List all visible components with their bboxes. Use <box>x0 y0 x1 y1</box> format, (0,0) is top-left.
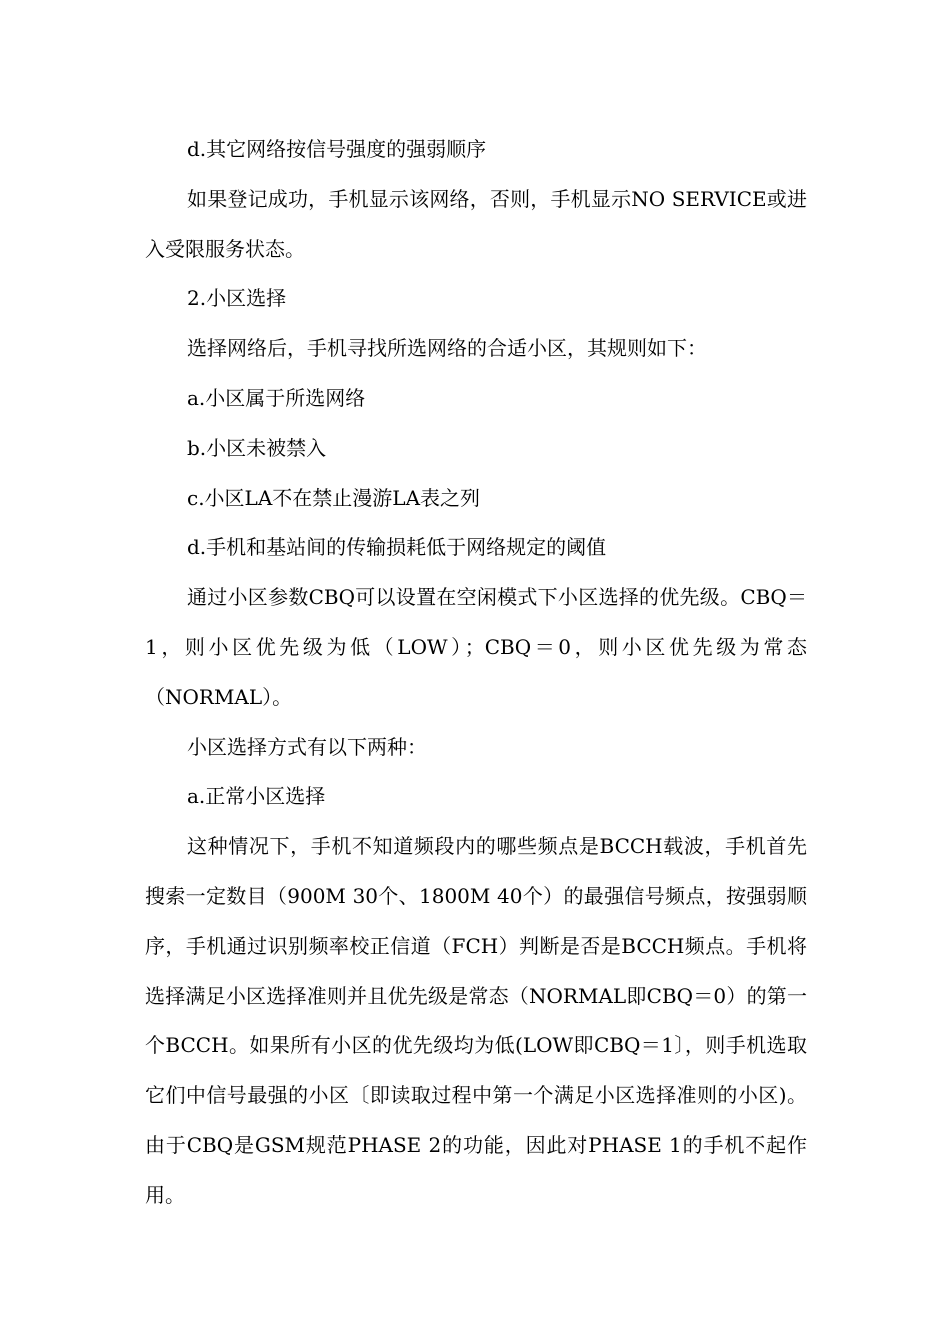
paragraph-selection-rules: 选择网络后，手机寻找所选网络的合适小区，其规则如下： <box>187 336 707 361</box>
section-heading-cell-selection: 2.小区选择 <box>187 286 287 311</box>
body-text <box>145 125 807 1221</box>
paragraph-cbq-priority: 通过小区参数CBQ可以设置在空闲模式下小区选择的优先级。CBQ＝1，则小区优先级为低（LOW）；CBQ＝0，则小区优先级为常态（NORMAL）。 <box>145 585 807 709</box>
paragraph-selection-methods: 小区选择方式有以下两种： <box>187 734 427 759</box>
rule-item-d: d.手机和基站间的传输损耗低于网络规定的阈值 <box>187 535 607 560</box>
rule-item-a: a.小区属于所选网络 <box>187 385 366 410</box>
paragraph-network-order: d.其它网络按信号强度的强弱顺序 <box>187 137 487 161</box>
paragraph-normal-selection: 这种情况下，手机不知道频段内的哪些频点是BCCH载波，手机首先搜索一定数目（900M 30个、1800M 40个）的最强信号频点，按强弱顺序，手机通过识别频率校正信道（FCH）判断是否是BCCH频点。手机将选择满足小区选择准则并且优先级是常态（NORMAL即CBQ＝0）的第一个BCCH。如果所有小区的优先级均为低(LOW即CBQ＝1〕，则手机选取它们中信号最强的小区〔即读取过程中第一个满足小区选择准则的小区)。由于CBQ是GSM规范PHASE 2的功能，因此对PHASE 1的手机不起作用。 <box>145 834 807 1207</box>
paragraph-registration: 如果登记成功，手机显示该网络，否则，手机显示NO SERVICE或进入受限服务状态。 <box>145 186 807 261</box>
method-item-a: a.正常小区选择 <box>187 784 326 809</box>
rule-item-c: c.小区LA不在禁止漫游LA表之列 <box>187 485 481 510</box>
rule-item-b: b.小区未被禁入 <box>187 435 327 460</box>
